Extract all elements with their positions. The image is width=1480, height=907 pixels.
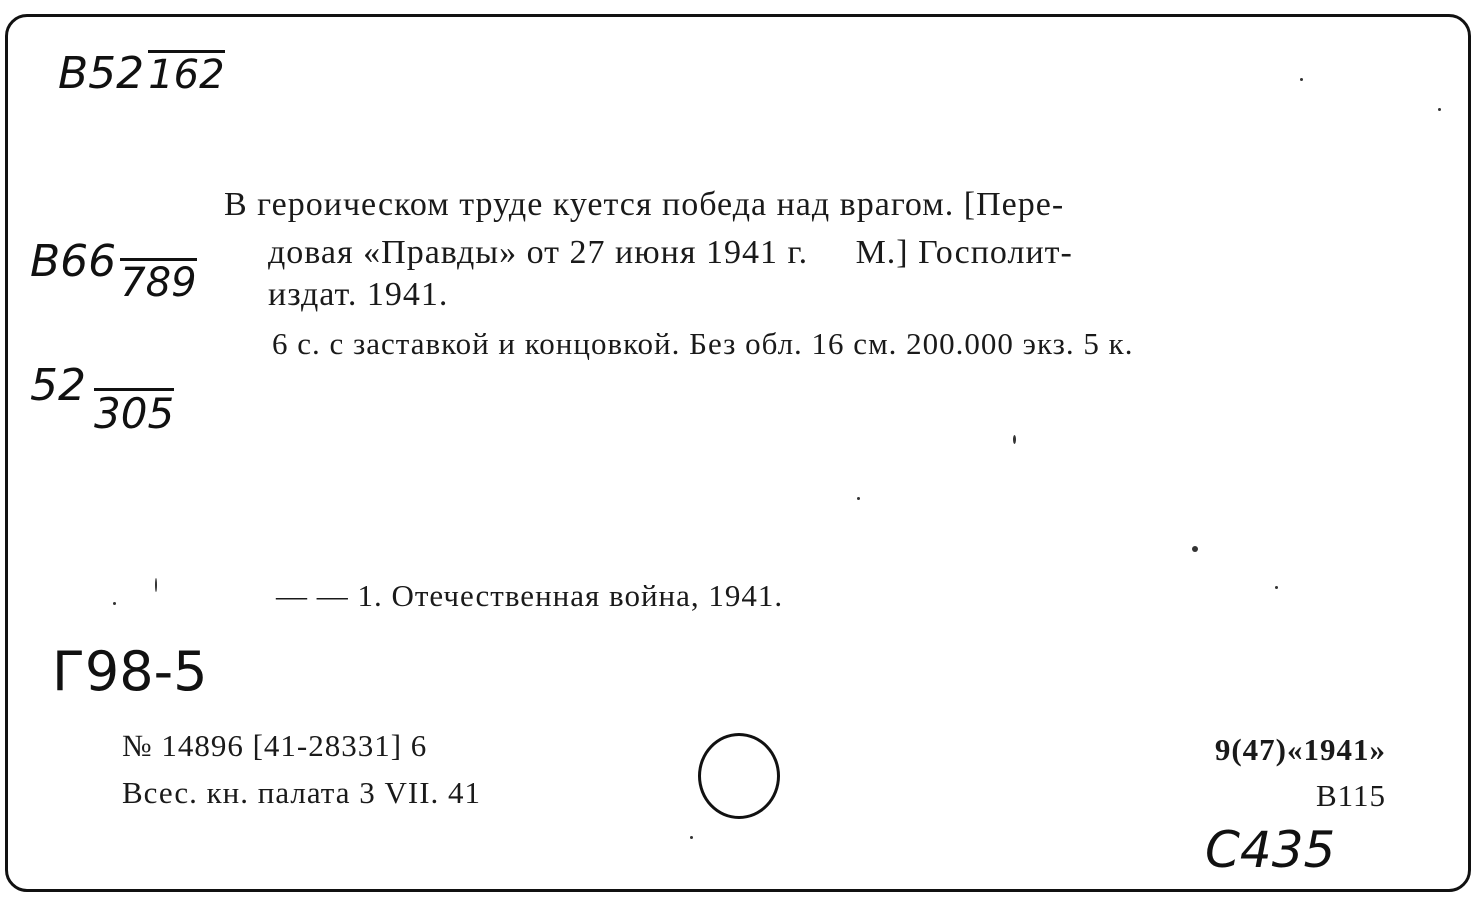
speck [857,497,860,500]
entry-title-line2: довая «Правды» от 27 июня 1941 г. М.] Госполит- [268,234,1073,271]
speck [1192,546,1198,552]
handwritten-code-b52 [58,48,225,99]
book-chamber-stamp: Всес. кн. палата 3 VII. 41 [122,775,482,810]
code-sub: 162 [148,52,225,98]
entry-title-line1: В героическом труде куется победа над врагом. [Пере- [224,186,1065,223]
speck [1438,108,1441,111]
card-number: № 14896 [41-28331] 6 [122,728,428,763]
speck [1013,435,1016,444]
entry-title-line3: издат. 1941. [268,276,449,313]
punch-hole [698,733,780,819]
handwritten-code-52 [30,360,175,438]
speck [155,578,157,592]
speck [690,836,693,839]
speck [1300,78,1303,81]
code-main: 52 [30,360,86,411]
entry-physical-description: 6 с. с заставкой и концовкой. Без обл. 16 см. 200.000 экз. 5 к. [272,326,1134,361]
speck [1275,586,1278,589]
entry-subject-heading: — — 1. Отечественная война, 1941. [276,578,784,613]
handwritten-code-c435: С435 [1205,821,1336,879]
speck [113,602,116,605]
handwritten-code-g98: Г98-5 [52,640,208,703]
classification-index: 9(47)«1941» [1214,732,1386,767]
code-sub: 789 [120,260,197,306]
code-main: B66 [30,236,117,287]
code-sub: 305 [94,389,175,438]
author-mark: В115 [1315,778,1386,813]
code-main: B52 [58,48,145,99]
handwritten-code-b66 [30,236,197,306]
